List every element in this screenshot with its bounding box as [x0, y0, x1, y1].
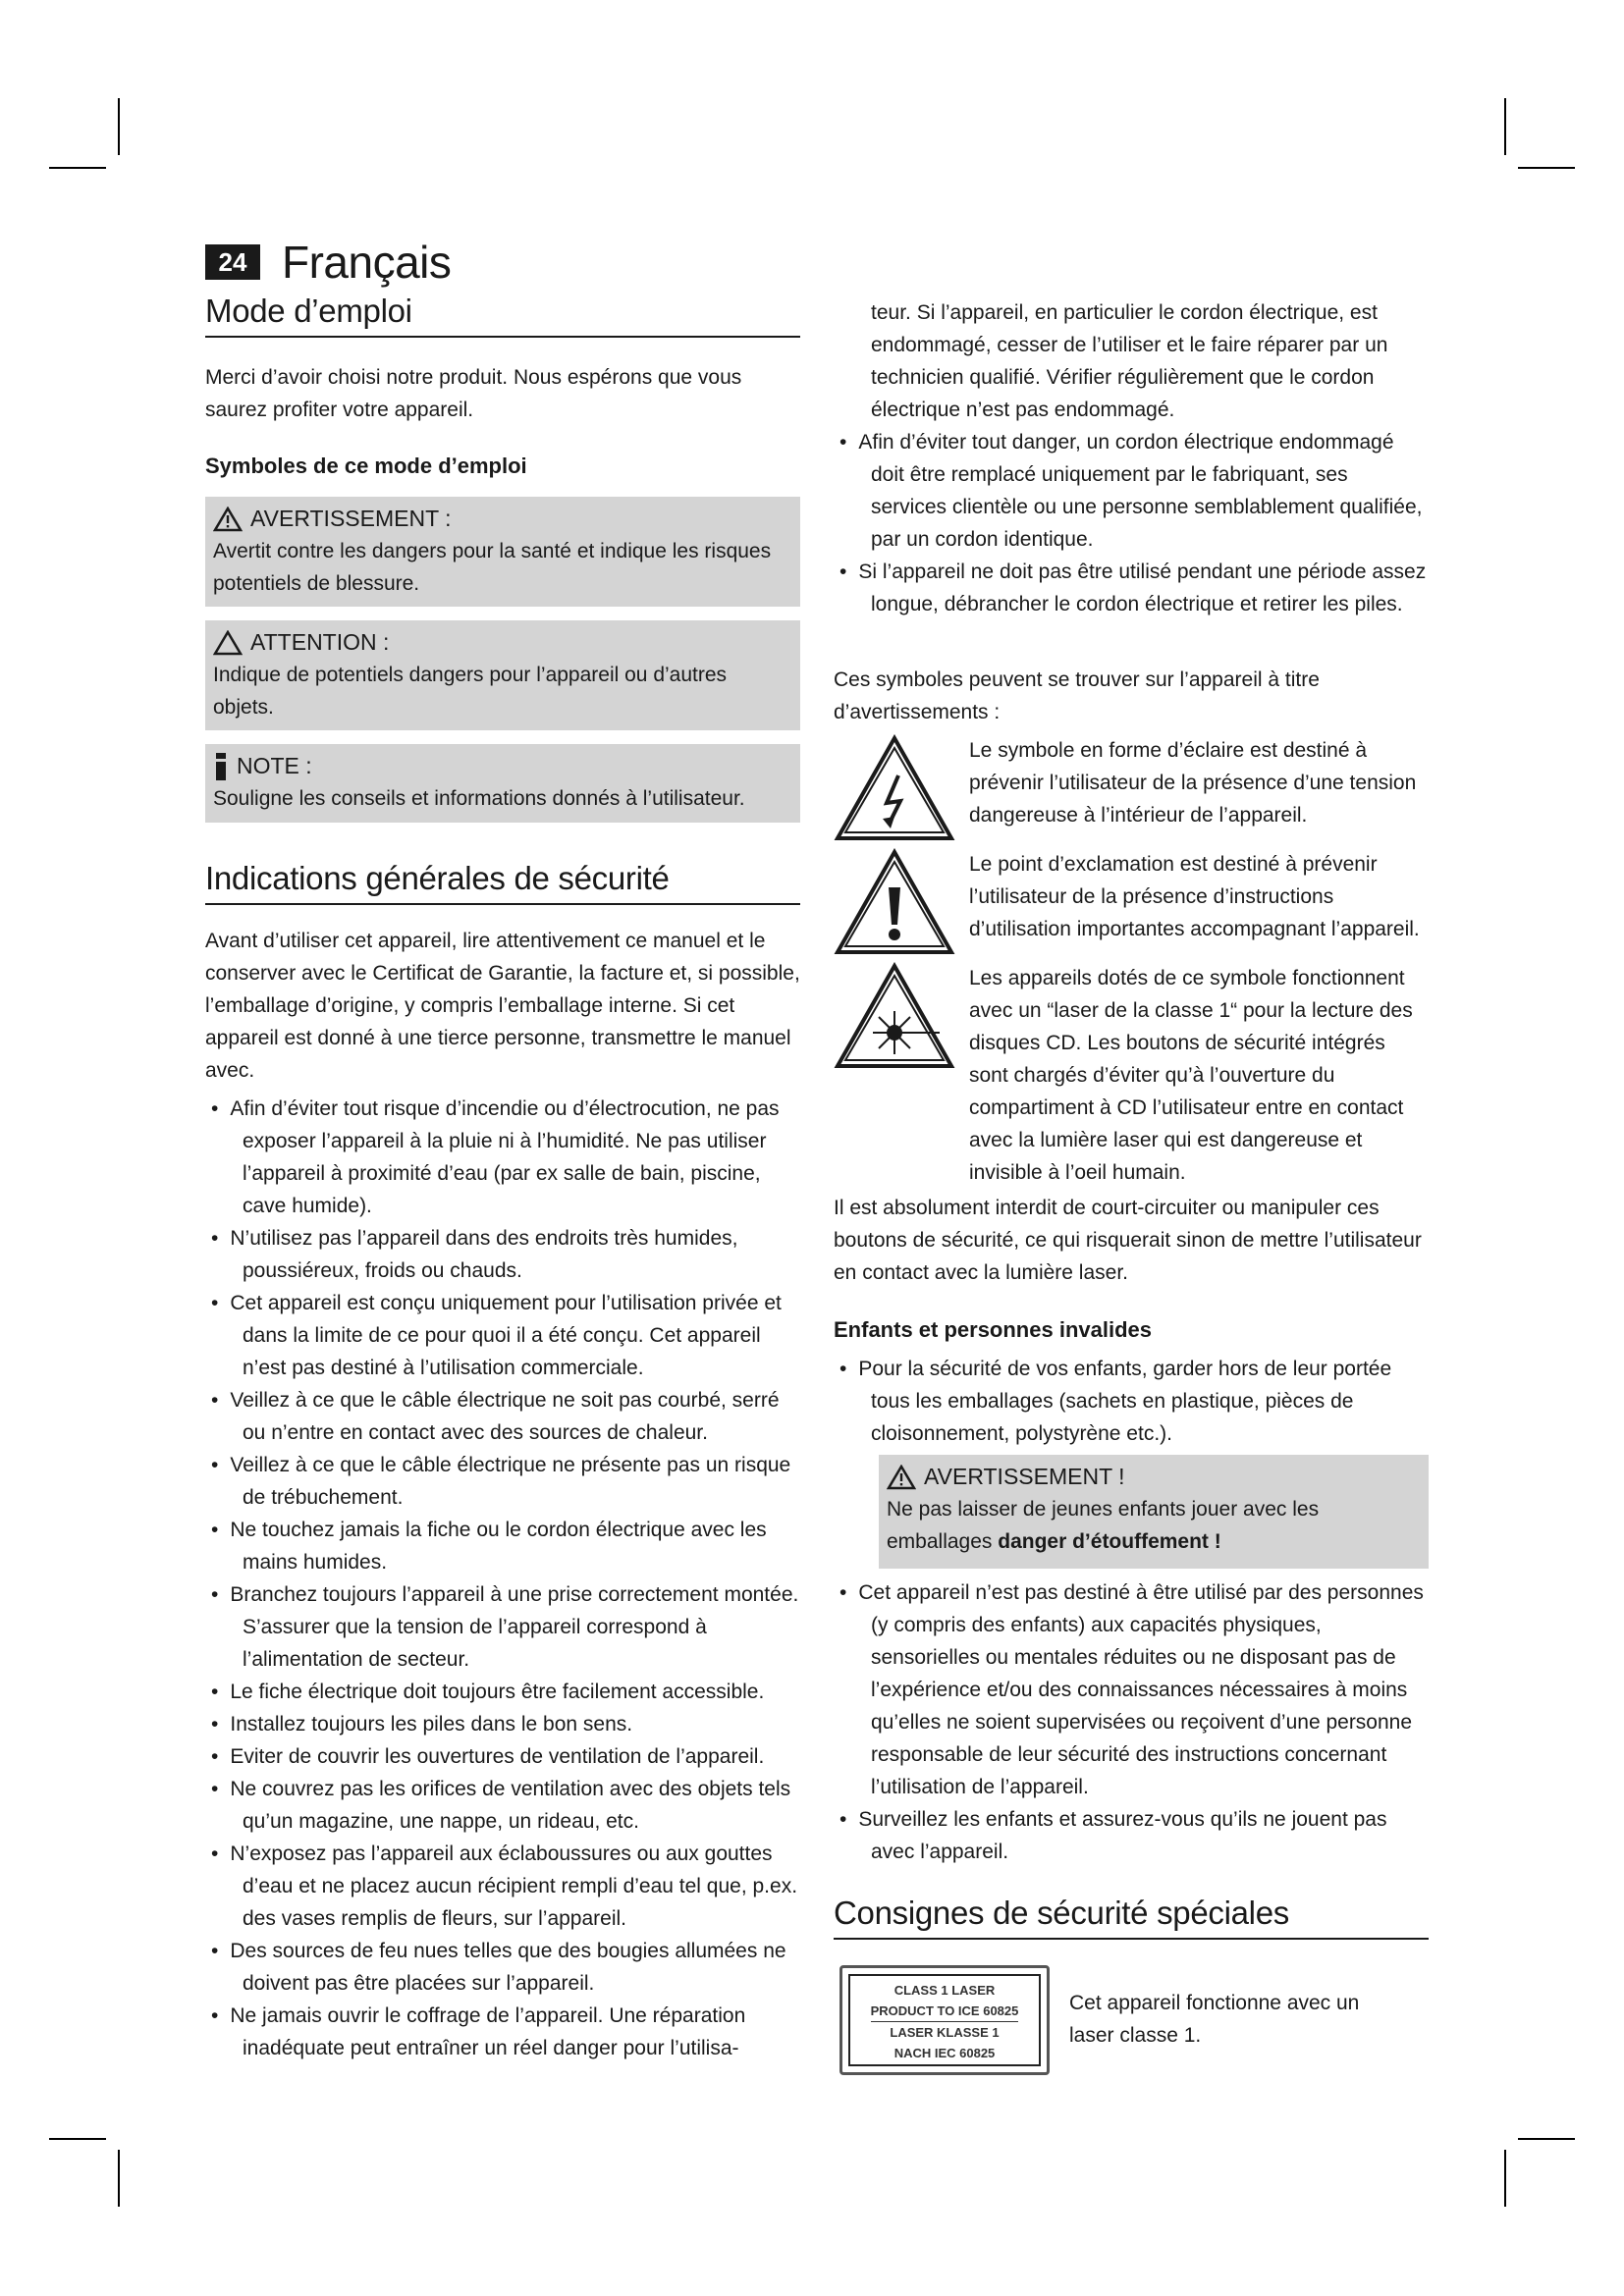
list-item: • Le fiche électrique doit toujours être facilement accessible. — [205, 1676, 800, 1708]
list-item: • Veillez à ce que le câble électrique ne présente pas un risque de trébuchement. — [205, 1449, 800, 1514]
warning-triangle-icon — [887, 1465, 916, 1490]
crop-mark — [49, 167, 106, 169]
page-header — [205, 236, 451, 289]
crop-mark — [1504, 2150, 1506, 2207]
note-title: NOTE : — [237, 753, 312, 778]
list-item: • Pour la sécurité de vos enfants, garder hors de leur portée tous les emballages (sachets en plastique, pièces de cloisonnement, polystyrène etc.). — [834, 1353, 1429, 1450]
child-warning-bold: danger d’étouffement ! — [998, 1530, 1221, 1553]
laser-class-label — [839, 1965, 1050, 2075]
list-item: • Eviter de couvrir les ouvertures de ventilation de l’appareil. — [205, 1740, 800, 1773]
top-bullet-list — [834, 426, 1429, 620]
laser-label-line: CLASS 1 LASER — [893, 1983, 996, 1998]
attention-text: Indique de potentiels dangers pour l’appareil ou d’autres objets. — [213, 664, 728, 719]
list-item: • Branchez toujours l’appareil à une prise correctement montée. S’assurer que la tension de l’appareil correspond à l’alimentation de secteur. — [205, 1578, 800, 1676]
laser-label-line: NACH IEC 60825 — [893, 2046, 996, 2060]
warning-triangle-icon — [213, 507, 243, 532]
symbols-intro: Ces symboles peuvent se trouver sur l’appareil à titre d’avertissements : — [834, 668, 1320, 723]
lightning-symbol-row — [834, 734, 1429, 847]
list-item: • Afin d’éviter tout danger, un cordon électrique endommagé doit être remplacé uniquement par le fabriquant, ses services clientèle ou une personne semblablement qualifiée, par un cordon identique. — [834, 426, 1429, 556]
list-item: • Ne touchez jamais la fiche ou le cordon électrique avec les mains humides. — [205, 1514, 800, 1578]
crop-mark — [1504, 98, 1506, 155]
list-item: • Veillez à ce que le câble électrique ne soit pas courbé, serré ou n’entre en contact avec des sources de chaleur. — [205, 1384, 800, 1449]
laser-symbol-row — [834, 962, 1429, 1189]
list-item: • Afin d’éviter tout risque d’incendie ou d’électrocution, ne pas exposer l’appareil à la pluie ni à l’humidité. Ne pas utiliser l’appareil à proximité d’eau (par ex salle de bain, piscine, cave humide). — [205, 1093, 800, 1222]
crop-mark — [49, 2138, 106, 2140]
crop-mark — [1518, 2138, 1575, 2140]
warning-text: Avertit contre les dangers pour la santé et indique les risques potentiels de blessure. — [213, 540, 772, 595]
note-box — [205, 744, 800, 823]
laser-label-line: LASER KLASSE 1 — [890, 2025, 1000, 2040]
safety-intro: Avant d’utiliser cet appareil, lire attentivement ce manuel et le conserver avec le Certificat de Garantie, la facture et, si possible, l’emballage d’origine, y compris l’emballage interne. Si cet appareil est donné à une tierce personne, transmettre le manuel avec. — [205, 930, 800, 1082]
list-item: • Ne couvrez pas les orifices de ventilation avec des objets tels qu’un magazine, une nappe, un rideau, etc. — [205, 1773, 800, 1838]
exclamation-symbol-row — [834, 848, 1429, 961]
children-bullet-list — [834, 1353, 1429, 1450]
warning-triangle-icon — [213, 630, 243, 656]
bottom-bullet-list — [834, 1576, 1429, 1868]
laser-label-line: PRODUCT TO ICE 60825 — [871, 2001, 1019, 2022]
list-item: • Si l’appareil ne doit pas être utilisé pendant une période assez longue, débrancher le cordon électrique et retirer les piles. — [834, 556, 1429, 620]
list-item: • Cet appareil est conçu uniquement pour l’utilisation privée et dans la limite de ce pour quoi il a été conçu. Cet appareil n’est pas destiné à l’utilisation commerciale. — [205, 1287, 800, 1384]
child-warning-text: Ne pas laisser de jeunes enfants jouer avec les emballages — [887, 1498, 1320, 1553]
exclamation-symbol-text: Le point d’exclamation est destiné à prévenir l’utilisateur de la présence d’instructions d’utilisation importantes accompagnant l’appareil. — [969, 853, 1420, 940]
children-heading: Enfants et personnes invalides — [834, 1317, 1152, 1342]
laser-warning-text: Il est absolument interdit de court-circuiter ou manipuler ces boutons de sécurité, ce qui risquerait sinon de mettre l’utilisateur en contact avec la lumière laser. — [834, 1197, 1422, 1284]
list-item: • Installez toujours les piles dans le bon sens. — [205, 1708, 800, 1740]
warning-title: AVERTISSEMENT : — [250, 506, 452, 531]
list-item: • Surveillez les enfants et assurez-vous qu’ils ne jouent pas avec l’appareil. — [834, 1803, 1429, 1868]
mode-title: Mode d’emploi — [205, 293, 800, 338]
crop-mark — [1518, 167, 1575, 169]
crop-mark — [118, 98, 120, 155]
child-warning-title: AVERTISSEMENT ! — [924, 1464, 1125, 1489]
continued-text: teur. Si l’appareil, en particulier le cordon électrique, est endommagé, cesser de l’utiliser et le faire réparer par un technicien qualifié. Vérifier régulièrement que le cordon électrique n’est pas endommagé. — [871, 301, 1388, 421]
note-text: Souligne les conseils et informations donnés à l’utilisateur. — [213, 787, 745, 810]
list-item: • N’exposez pas l’appareil aux éclaboussures ou aux gouttes d’eau et ne placez aucun récipient rempli d’eau tel que, p.ex. des vases remplis de fleurs, sur l’appareil. — [205, 1838, 800, 1935]
lightning-symbol-text: Le symbole en forme d’éclaire est destiné à prévenir l’utilisateur de la présence d’une tension dangereuse à l’intérieur de l’appareil. — [969, 739, 1417, 827]
page-number: 24 — [205, 244, 260, 280]
laser-triangle-icon — [834, 962, 955, 1070]
info-icon — [213, 753, 229, 780]
symbols-heading: Symboles de ce mode d’emploi — [205, 454, 527, 478]
laser-symbol-text: Les appareils dotés de ce symbole fonctionnent avec un “laser de la classe 1“ pour la lecture des disques CD. Les boutons de sécurité intégrés sont chargés d’éviter qu’à l’ouverture du compartiment à CD l’utilisateur entre en contact avec la lumière laser qui est dangereuse et invisible à l’oeil humain. — [969, 967, 1413, 1184]
warning-box — [205, 497, 800, 607]
list-item: • Cet appareil n’est pas destiné à être utilisé par des personnes (y compris des enfants) aux capacités physiques, sensorielles ou mentales réduites ou ne disposant pas de l’expérience et/ou des connaissances nécessaires à moins qu’elles ne soient supervisées ou reçoivent d’une personne responsable de leur sécurité des instructions concernant l’utilisation de l’appareil. — [834, 1576, 1429, 1803]
list-item: • N’utilisez pas l’appareil dans des endroits très humides, poussiéreux, froids ou chauds. — [205, 1222, 800, 1287]
attention-title: ATTENTION : — [250, 629, 390, 655]
intro-text: Merci d’avoir choisi notre produit. Nous espérons que vous saurez profiter votre appareil. — [205, 366, 742, 421]
list-item: • Ne jamais ouvrir le coffrage de l’appareil. Une réparation inadéquate peut entraîner un réel danger pour l’utilisa- — [205, 2000, 800, 2064]
lightning-triangle-icon — [834, 734, 955, 842]
child-warning-box — [879, 1455, 1429, 1569]
attention-box — [205, 620, 800, 730]
safety-bullet-list — [205, 1093, 800, 2064]
crop-mark — [118, 2150, 120, 2207]
safety-title: Indications générales de sécurité — [205, 860, 800, 905]
list-item: • Des sources de feu nues telles que des bougies allumées ne doivent pas être placées sur l’appareil. — [205, 1935, 800, 2000]
special-title: Consignes de sécurité spéciales — [834, 1895, 1429, 1940]
laser-class-text: Cet appareil fonctionne avec un laser classe 1. — [1069, 1992, 1360, 2047]
exclamation-triangle-icon — [834, 848, 955, 956]
page-language: Français — [282, 237, 452, 288]
